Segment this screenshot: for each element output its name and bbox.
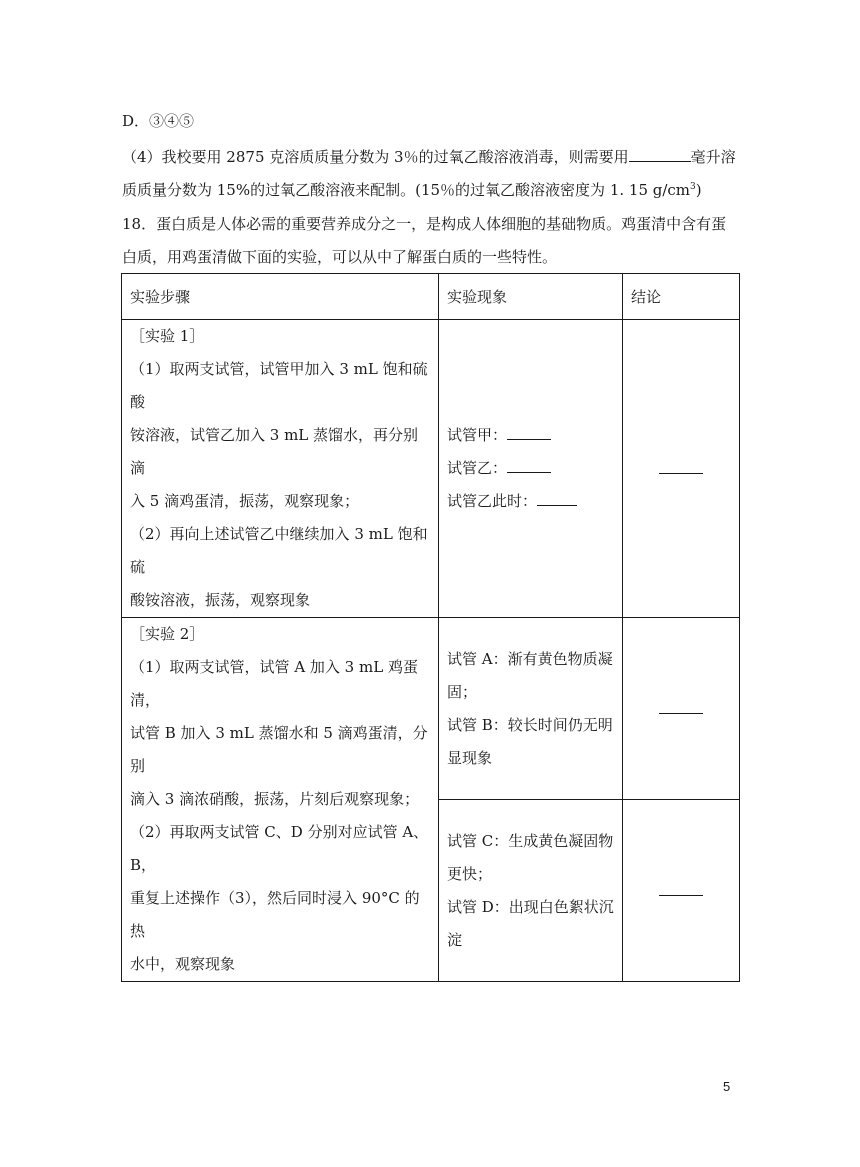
step-line: （1）取两支试管，试管 A 加入 3 mL 鸡蛋清， (130, 658, 418, 709)
phenomenon-label: 试管甲： (447, 426, 508, 444)
table-row (122, 320, 740, 618)
step-line: ［实验 1］ (130, 327, 205, 345)
phenomenon-line: 试管 D：出现白色絮状沉 (447, 897, 614, 916)
table-row (122, 618, 740, 800)
question-4-text-a: （4）我校要用 2875 克溶质质量分数为 3％的过氧乙酸溶液消毒，则需要用 (122, 148, 629, 166)
step-line: （2）再向上述试管乙中继续加入 3 mL 饱和硫 (130, 525, 428, 576)
question-4-text-d: ) (695, 181, 702, 199)
step-line: 铵溶液，试管乙加入 3 mL 蒸馏水，再分别滴 (130, 426, 419, 477)
answer-blank (659, 880, 703, 896)
phenomenon-line (447, 452, 614, 485)
experiment-2-steps (122, 618, 439, 982)
answer-blank (537, 490, 577, 506)
answer-blank (659, 458, 703, 474)
phenomenon-line: 试管 A：渐有黄色物质凝 (447, 649, 613, 668)
step-line: （2）再取两支试管 C、D 分别对应试管 A、B， (130, 823, 429, 874)
experiment-1-conclusion (623, 320, 740, 618)
answer-blank (507, 424, 551, 440)
question-4-line-1 (122, 146, 736, 167)
step-line: 滴入 3 滴浓硝酸，振荡，片刻后观察现象； (130, 790, 420, 808)
answer-blank (629, 146, 691, 162)
experiment-2-phenomena-ab (439, 618, 623, 800)
step-line: （1）取两支试管，试管甲加入 3 mL 饱和硫酸 (130, 360, 428, 411)
question-18-line-1: 18．蛋白质是人体必需的重要营养成分之一，是构成人体细胞的基础物质。鸡蛋清中含有蛋 (122, 215, 727, 233)
experiment-2-conclusion-cd (623, 800, 740, 982)
option-d: D．③④⑤ (122, 112, 195, 130)
step-line: 酸铵溶液，振荡，观察现象 (130, 591, 311, 609)
question-4-line-2 (122, 180, 702, 200)
phenomenon-label: 试管乙： (447, 459, 508, 477)
phenomenon-label: 试管乙此时： (447, 492, 538, 510)
phenomenon-line (447, 485, 614, 518)
experiment-1-phenomena (439, 320, 623, 618)
phenomenon-line: 固； (447, 682, 478, 701)
question-18-line-2: 白质，用鸡蛋清做下面的实验，可以从中了解蛋白质的一些特性。 (122, 248, 558, 266)
phenomenon-line: 淀 (447, 930, 463, 949)
page-number: 5 (723, 1079, 731, 1094)
answer-blank (507, 457, 551, 473)
step-line: 重复上述操作（3），然后同时浸入 90°C 的热 (130, 889, 420, 940)
header-steps: 实验步骤 (122, 274, 439, 320)
step-line: ［实验 2］ (130, 625, 205, 643)
question-4-text-c: 质质量分数为 15%的过氧乙酸溶液来配制。(15％的过氧乙酸溶液密度为 1. 15 g/cm (122, 181, 691, 199)
question-4-text-b: 毫升溶 (690, 148, 736, 166)
phenomenon-line (447, 419, 614, 452)
superscript: 3 (690, 182, 696, 192)
answer-blank (659, 698, 703, 714)
phenomenon-line: 显现象 (447, 748, 493, 767)
experiment-2-phenomena-cd (439, 800, 623, 982)
step-line: 试管 B 加入 3 mL 蒸馏水和 5 滴鸡蛋清，分别 (130, 724, 428, 775)
step-line: 水中，观察现象 (130, 955, 236, 973)
experiment-1-steps (122, 320, 439, 618)
phenomenon-line: 试管 C：生成黄色凝固物 (447, 831, 614, 850)
phenomenon-line: 试管 B：较长时间仍无明 (447, 715, 613, 734)
experiment-table (121, 273, 740, 982)
header-phenomena: 实验现象 (439, 274, 623, 320)
step-line: 入 5 滴鸡蛋清，振荡，观察现象； (130, 492, 360, 510)
experiment-2-conclusion-ab (623, 618, 740, 800)
phenomenon-line: 更快； (447, 864, 493, 883)
header-conclusion: 结论 (623, 274, 740, 320)
table-header-row (122, 274, 740, 320)
